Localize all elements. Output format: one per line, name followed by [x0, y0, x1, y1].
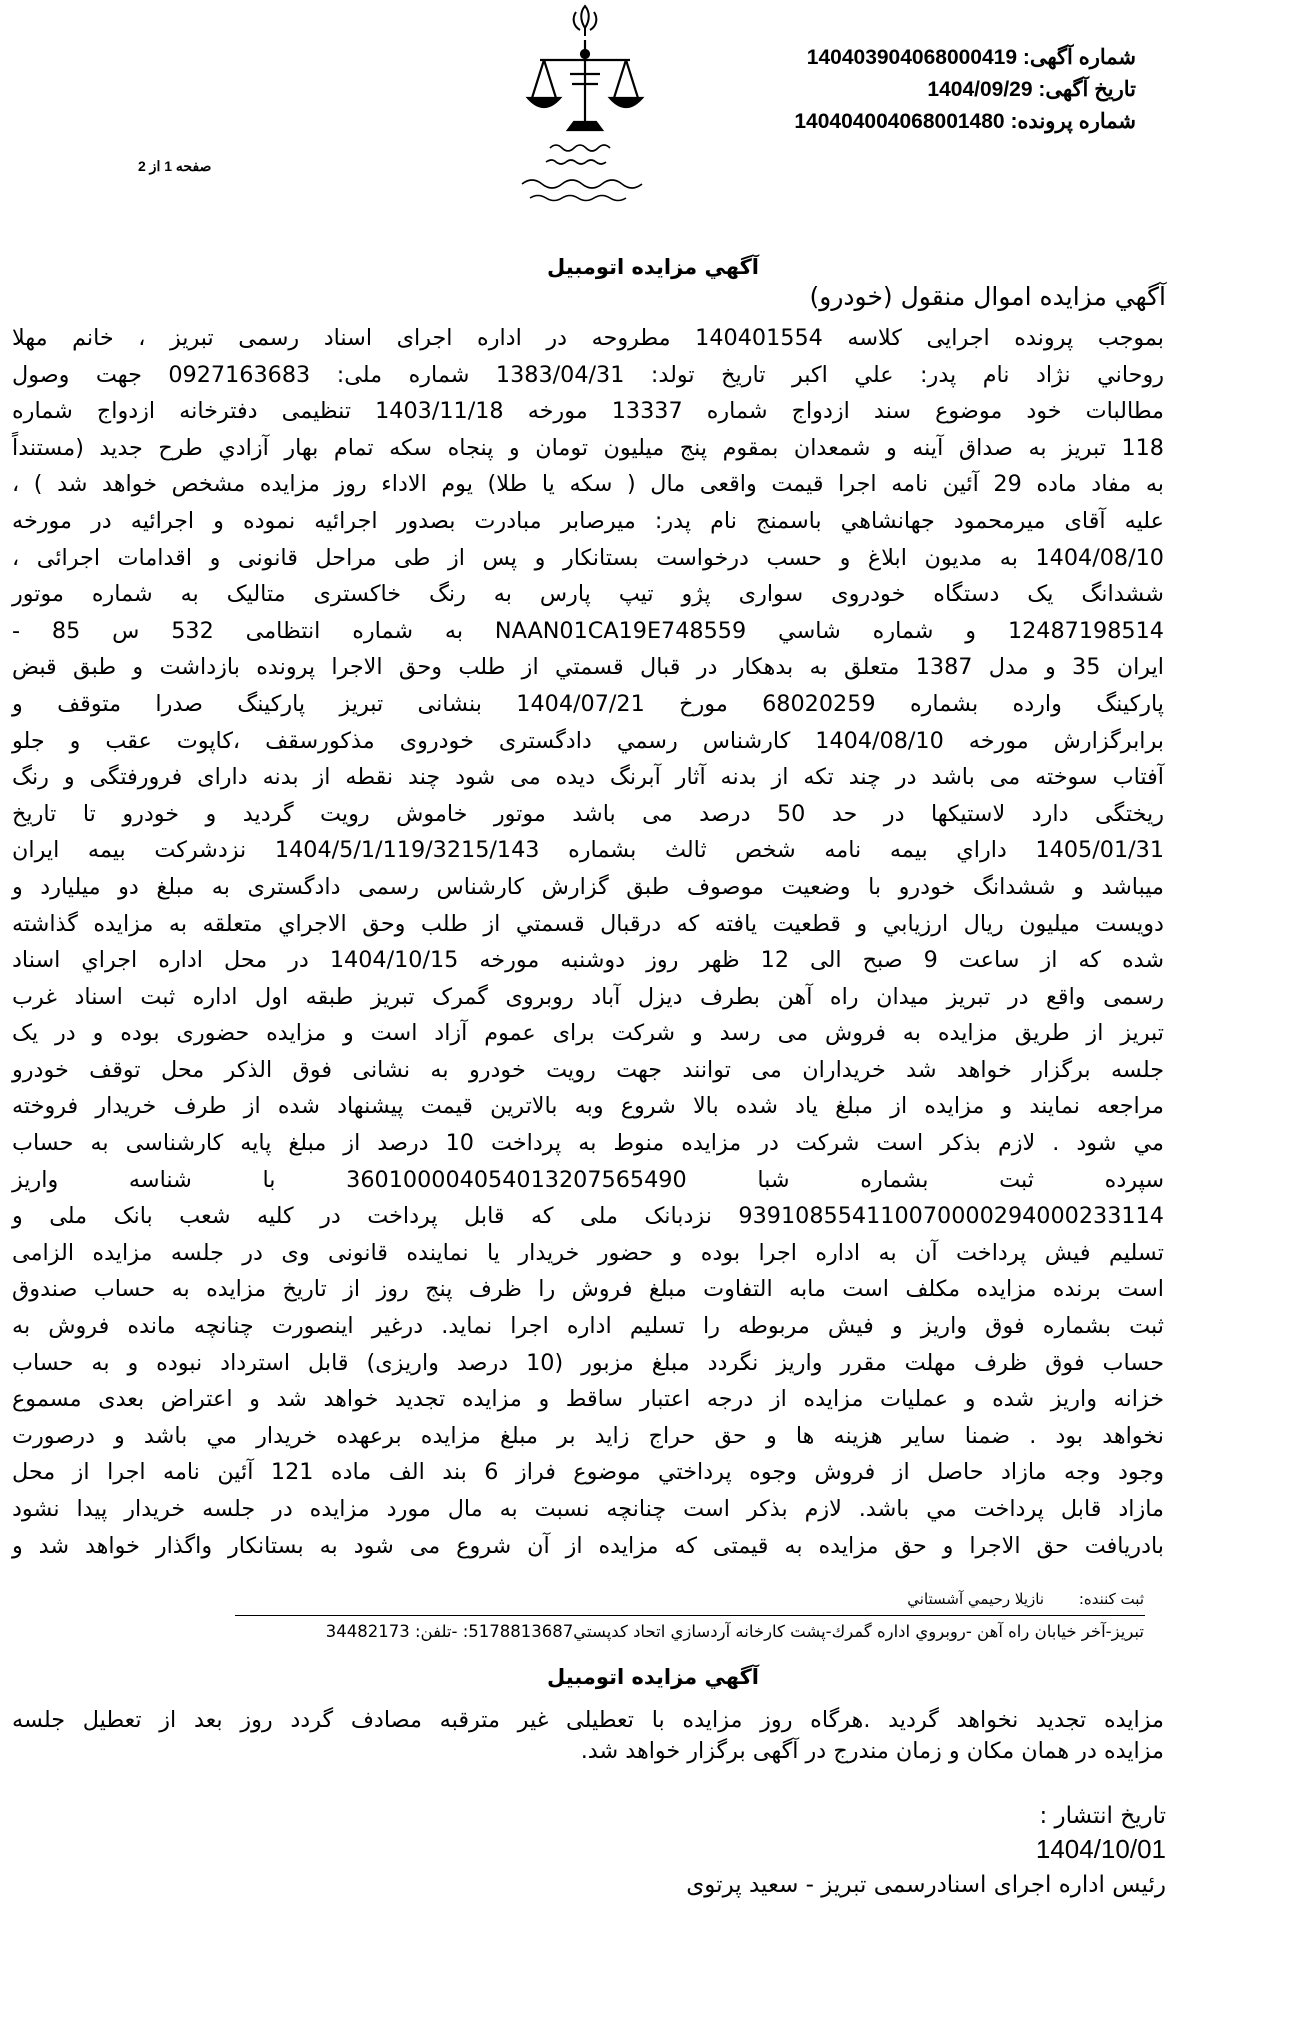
body-line: خزانه واریز شده و عملیات مزایده از درجه اعتبار ساقط و مزایده تجدید خواهد شد و اعتراض بعدی مسموع [12, 1386, 1164, 1413]
ad-number: 140403904068000419 [806, 46, 1018, 69]
body-line: پارکینگ وارده بشماره 68020259 مورخ 1404/07/21 بنشانی تبریز پارکینگ صدرا متوقف و [12, 690, 1164, 717]
body-line: مراجعه نمایند و مزايده از مبلغ ياد شده بالا شروع وبه بالاترين قيمت پيشنهاد شده از طرف خريدار فروخته [12, 1093, 1164, 1120]
file-number-label: شماره پرونده: [1010, 110, 1136, 133]
divider-line [235, 1615, 1145, 1616]
continuation-line: مزایده در همان مکان و زمان مندرج در آگهی برگزار خواهد شد. [580, 1738, 1164, 1764]
body-line: جلسه برگزار خواهد شد خريداران می توانند جهت رويت خودرو به نشانی فوق الذکر محل توقف خودرو [12, 1056, 1164, 1083]
body-line: آفتاب سوخته می باشد در چند تکه از بدنه آثار آبرنگ دیده می شود چند نقطه از بدنه دارای فرورفتگی و رنگ [12, 764, 1164, 791]
office-address: تبریز-آخر خیابان راه آهن -روبروي اداره گمرك-پشت کارخانه آردسازي اتحاد کدپستي5178813687: -تلفن: 34482173 [325, 1622, 1144, 1641]
publication-date-label: تاریخ انتشار : [1039, 1803, 1166, 1829]
ad-date-row [794, 74, 1136, 106]
publication-date [1036, 1800, 1166, 1866]
body-line: رسمی واقع در تبریز میدان راه آهن بطرف دیزل آباد روبروی گمرک تبریز طبقه اول اداره ثبت اسناد غرب [12, 983, 1164, 1010]
file-number: 140404004068001480 [794, 110, 1005, 133]
registrar-name: نازيلا رحيمي آشستاني [907, 1590, 1045, 1608]
body-line: است برنده مزايده مكلف است مابه التفاوت مبلغ فروش را ظرف پنج روز از تاریخ مزایده به حساب صندوق [12, 1276, 1164, 1303]
body-line: ایران 35 و مدل 1387 متعلق به بدهکار در قبال قسمتي از طلب وحق الاجرا پرونده بازداشت و طبق قبض [12, 654, 1164, 681]
body-line: وجود وجه مازاد حاصل از فروش وجوه پرداختي موضوع فراز 6 بند الف ماده 121 آئین نامه اجرا از محل [12, 1459, 1164, 1486]
notice-body [12, 320, 1164, 1564]
signer: رئیس اداره اجرای اسنادرسمی تبریز - سعید پرتوی [686, 1872, 1166, 1898]
continuation-title: آگهي مزايده اتومبيل [547, 1665, 759, 1689]
body-line: دویست میلیون ریال ارزيابي و قطعيت يافته كه درقبال قسمتي از طلب وحق الاجراي متعلقه به مزايده گذاشته [12, 910, 1164, 937]
body-line: سپرده ثبت بشماره شبا 360100004054013207565490 با شناسه واریز [12, 1166, 1165, 1193]
file-number-row [794, 106, 1136, 138]
body-line: بموجب پرونده اجرایی کلاسه 140401554 مطروحه در اداره اجرای اسناد رسمی تبریز ، خانم مهلا [12, 325, 1164, 351]
notice-title: آگهي مزايده اتومبيل [547, 255, 759, 279]
body-line: 1405/01/31 داراي بیمه نامه شخص ثالث بشماره 1404/5/1/119/3215/143 نزدشرکت بیمه ایران [12, 837, 1165, 864]
body-line: بادریافت حق الاجرا و حق مزایده به قیمتی که مزایده از آن شروع می شود به بستانکار واگذار خواهد شد و [12, 1532, 1164, 1559]
publication-date-value: 1404/10/01 [1035, 1834, 1166, 1864]
ad-number-label: شماره آگهی: [1022, 46, 1136, 69]
body-line: ریختگی دارد لاستیکها در حد 50 درصد می باشد موتور خاموش رویت گردید و خودرو تا تاريخ [12, 800, 1164, 827]
ad-number-row [794, 42, 1136, 74]
body-line: نخواهد بود . ضمنا سایر هزینه ها و حق حراج زاید بر مبلغ مزایده برعهده خریدار مي باشد و درصورت [12, 1422, 1164, 1449]
body-line: مطالبات خود موضوع سند ازدواج شماره 13337 مورخه 1403/11/18 تنظیمی دفترخانه ازدواج شماره [12, 398, 1164, 425]
body-line: به مفاد ماده 29 آئین نامه اجرا قیمت واقعی مال ( سکه یا طلا) یوم الاداء روز مزایده مشخص خواهد شد ) ، [12, 471, 1164, 498]
body-line: حساب فوق ظرف مهلت مقرر واریز نگردد مبلغ مزبور (10 درصد واریزی) قابل استرداد نبوده و به حساب [12, 1349, 1164, 1376]
ad-date: 1404/09/29 [927, 78, 1033, 101]
registrar-label: ثبت كننده: [1078, 1590, 1144, 1608]
notice-subtitle: آگهي مزايده اموال منقول (خودرو) [809, 282, 1166, 311]
ad-meta [794, 42, 1136, 138]
body-line: تسلیم فيش پرداخت آن به اداره اجرا بوده و حضور خريدار يا نماينده قانونی وی در جلسه مزايده الزامی [12, 1239, 1164, 1266]
body-line: علیه آقای میرمحمود جهانشاهي باسمنج نام پدر: میرصابر مبادرت بصدور اجرائيه نموده و اجرائيه در مورخه [12, 507, 1164, 534]
continuation-line: مزایده تجدید نخواهد گردید .هرگاه روز مزایده با تعطیلی غیر مترقبه مصادف گردد روز بعد از تعطیل جلسه [12, 1707, 1164, 1733]
body-line: شده كه از ساعت 9 صبح الی 12 ظهر روز دوشنبه مورخه 1404/10/15 در محل اداره اجراي اسناد [12, 947, 1165, 974]
body-line: 939108554110070000294000233114 نزدبانک ملی که قابل پرداخت در کلیه شعب بانک ملی و [12, 1203, 1164, 1230]
registrar [907, 1590, 1144, 1608]
body-line: میباشد و ششدانگ خودرو با وضعيت موصوف طبق گزارش کارشناس رسمی دادگستری به مبلغ دو میلیارد و [12, 873, 1164, 900]
body-line: برابرگزارش مورخه 1404/08/10 کارشناس رسمي دادگستری خودروی مذکورسقف ،کاپوت عقب و جلو [12, 727, 1164, 754]
body-line: ششدانگ یک دستگاه خودروی سواری پژو تیپ پارس به رنگ خاکستری متالیک به شماره موتور [12, 581, 1164, 608]
ad-date-label: تاریخ آگهی: [1038, 78, 1136, 101]
body-line: مازاد قابل پرداخت مي باشد. لازم بذکر است چنانچه نسبت به مال مورد مزایده در جلسه خریدار پیدا نشود [12, 1496, 1164, 1522]
page-indicator: صفحه 1 از 2 [138, 158, 212, 174]
body-line: 118 تبریز به صداق آینه و شمعدان بمقوم پنج میلیون تومان و پنجاه سکه تمام بهار آزادي طرح جديد (مستنداً [12, 434, 1164, 461]
body-line: 1404/08/10 به مدیون ابلاغ و حسب درخواست بستانکار و پس از طی مراحل قانونی و اقدامات اجرائی ، [12, 544, 1164, 571]
body-line: ثبت بشماره فوق واریز و فیش مربوطه را تسلیم اداره اجرا نماید. درغیر اینصورت چنانچه مانده فروش به [12, 1313, 1164, 1340]
judiciary-emblem [510, 2, 660, 212]
continuation-body [12, 1705, 1164, 1767]
body-line: مي شود . لازم بذکر است شرکت در مزايده منوط به پرداخت 10 درصد از مبلغ پايه کارشناسی به حساب [12, 1130, 1164, 1157]
body-line: تبریز از طريق مزايده به فروش می رسد و شرکت برای عموم آزاد است و مزایده حضوری بوده و در یک [12, 1020, 1164, 1047]
body-line: روحاني نژاد نام پدر: علي اكبر تاريخ تولد: 1383/04/31 شماره ملی: 0927163683 جهت وصول [12, 361, 1165, 388]
body-line: 12487198514 و شماره شاسي NAAN01CA19E748559 به شماره انتظامی 532 س 85 - [12, 617, 1164, 644]
